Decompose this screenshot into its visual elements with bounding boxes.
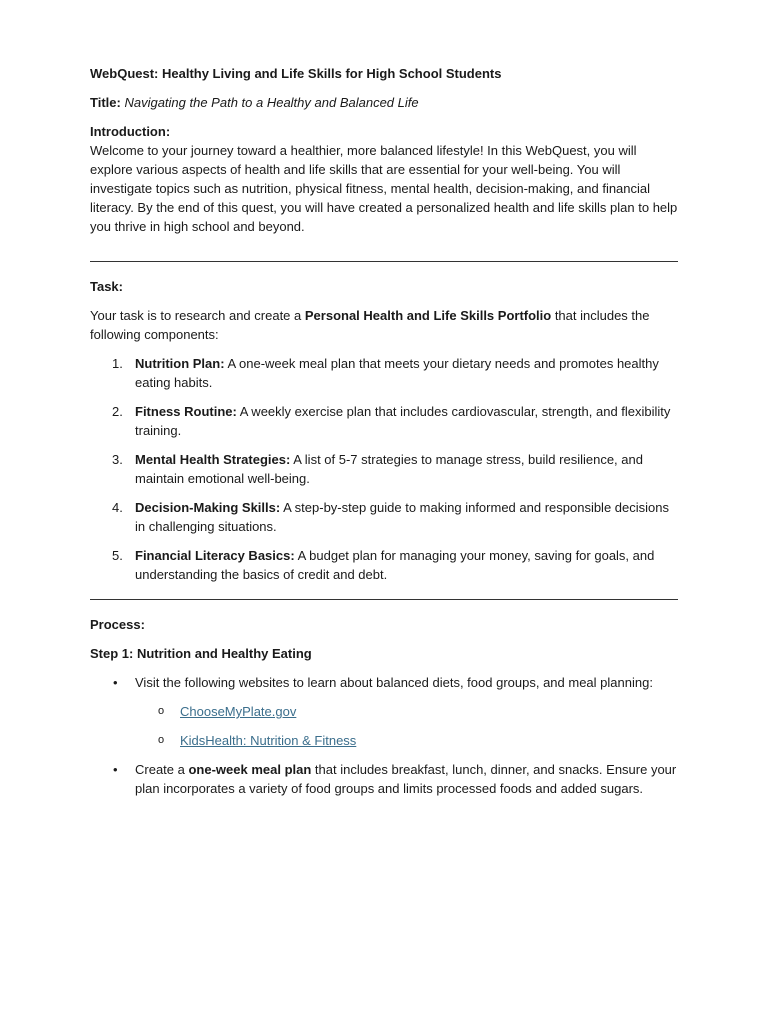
resource-links-list [135,702,678,750]
component-text: A one-week meal plan that meets your dietary needs and promotes healthy eating habits. [135,356,659,390]
sub-bullet-icon: o [158,734,165,746]
component-label: Financial Literacy Basics: [135,548,295,563]
bullet-text-bold: one-week meal plan [188,762,312,777]
bullet-text-before: Create a [135,762,189,777]
task-intro-bold: Personal Health and Life Skills Portfolio [304,308,552,323]
process-heading: Process: [90,617,145,632]
task-intro-after: that includes the following components: [90,308,650,342]
list-number: 2. [112,404,123,419]
list-number: 3. [112,452,123,467]
component-item [90,402,678,440]
component-text: A step-by-step guide to making informed and responsible decisions in challenging situations. [135,500,669,534]
section-divider [90,261,678,262]
document-page [90,64,678,808]
sub-bullet-icon: o [158,705,165,717]
list-number: 4. [112,500,123,515]
task-intro [90,306,678,344]
list-number: 5. [112,548,123,563]
bullet-icon: • [113,675,118,690]
step1-bullet-list [90,673,678,798]
components-list [90,354,678,584]
bullet-text-after: that includes breakfast, lunch, dinner, and snacks. Ensure your plan incorporates a variety of food groups and limits processed foods and added sugars. [135,762,677,796]
bullet-icon: • [113,762,118,777]
component-text: A weekly exercise plan that includes cardiovascular, strength, and flexibility training. [135,404,671,438]
link-choosemyplate[interactable]: ChooseMyPlate.gov [180,704,297,719]
subtitle-value: Navigating the Path to a Healthy and Balanced Life [124,95,419,110]
list-item [90,760,678,798]
task-heading: Task: [90,279,123,294]
component-label: Decision-Making Skills: [135,500,281,515]
list-number: 1. [112,356,123,371]
document-subtitle [90,93,678,112]
link-item [135,731,678,750]
component-label: Nutrition Plan: [135,356,225,371]
step-heading: Step 1: Nutrition and Healthy Eating [90,646,312,661]
component-item [90,354,678,392]
component-item [90,546,678,584]
subtitle-label: Title: [90,95,121,110]
section-divider [90,599,678,600]
component-label: Fitness Routine: [135,404,237,419]
link-item [135,702,678,721]
document-title: WebQuest: Healthy Living and Life Skills for High School Students [90,66,502,81]
list-item [90,673,678,750]
component-label: Mental Health Strategies: [135,452,291,467]
component-item [90,498,678,536]
introduction-body: Welcome to your journey toward a healthier, more balanced lifestyle! In this WebQuest, you will explore various aspects of health and life skills that are essential for your well-being. You will investigate topics such as nutrition, physical fitness, mental health, decision-making, and financial literacy. By the end of this quest, you will have created a personalized health and life skills plan to help you thrive in high school and beyond. [90,143,678,234]
introduction-heading: Introduction: [90,124,171,139]
component-text: A budget plan for managing your money, saving for goals, and understanding the basics of credit and debt. [135,548,655,582]
bullet-text: Visit the following websites to learn about balanced diets, food groups, and meal planning: [135,675,653,690]
task-intro-before: Your task is to research and create a [90,308,305,323]
component-text: A list of 5-7 strategies to manage stress, build resilience, and maintain emotional well-being. [135,452,643,486]
component-item [90,450,678,488]
link-kidshealth[interactable]: KidsHealth: Nutrition & Fitness [180,733,357,748]
